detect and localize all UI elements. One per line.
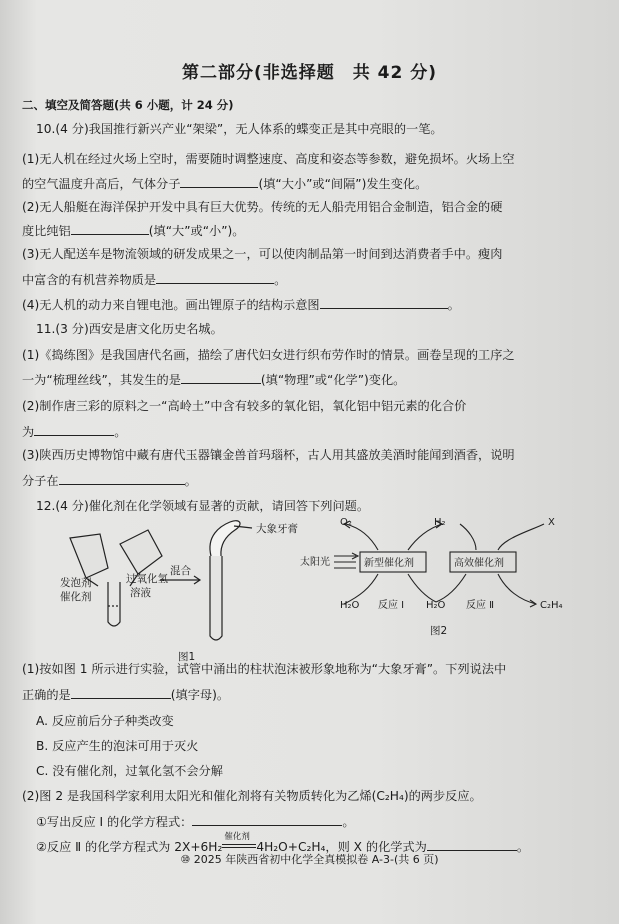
answer-blank[interactable]	[34, 423, 114, 436]
section-heading: 二、填空及简答题(共 6 小题，计 24 分)	[22, 98, 234, 112]
q11-p3-line2	[22, 472, 197, 489]
q11-p3-text-a: 分子在	[22, 474, 59, 488]
q10-p1-text-a: 的空气温度升高后，气体分子	[22, 177, 181, 191]
q10-p4	[22, 296, 460, 313]
option-c: C. 没有催化剂，过氧化氢不会分解	[36, 764, 223, 778]
q12-p1-line1: (1)按如图 1 所示进行实验，试管中涌出的柱状泡沫被形象地称为“大象牙膏”。下列说法中	[22, 662, 507, 676]
fig2-r2: 反应 Ⅱ	[466, 600, 495, 611]
option-a: A. 反应前后分子种类改变	[36, 714, 174, 728]
q10-p1-line1: (1)无人机在经过火场上空时，需要随时调整速度、高度和姿态等参数，避免损坏。火场上空	[22, 152, 515, 166]
equals-line-bottom	[222, 847, 256, 848]
q10-p2-line1: (2)无人船艇在海洋保护开发中具有巨大优势。传统的无人船壳用铝合金制造，铝合金的硬	[22, 200, 503, 214]
test-tube-left-icon	[108, 582, 120, 626]
q10-p3-text-a: 中富含的有机营养物质是	[22, 273, 157, 287]
fig2-r1: 反应 Ⅰ	[378, 600, 405, 611]
q10-p1-line2	[22, 175, 427, 192]
q11-p2-text-b: 。	[114, 425, 127, 439]
q10-p2-line2	[22, 222, 244, 239]
fig2-box2-label: 高效催化剂	[454, 558, 504, 569]
q12-p2: (2)图 2 是我国科学家利用太阳光和催化剂将有关物质转化为乙烯(C₂H₄)的两步反应。	[22, 789, 482, 803]
fig1-label-left-1: 发泡剂	[60, 577, 92, 589]
fig2-box1-label: 新型催化剂	[364, 558, 414, 569]
catalyst-label: 催化剂	[224, 832, 250, 842]
q11-p2-line2	[22, 423, 126, 440]
answer-blank[interactable]	[71, 222, 149, 235]
q10-p3-text-b: 。	[274, 273, 287, 287]
q10-p2-text-a: 度比纯铝	[22, 224, 71, 238]
fig2-h2o-2: H₂O	[426, 600, 446, 611]
q12-p2-2-text-a: ②反应 Ⅱ 的化学方程式为 2X+6H₂	[36, 840, 223, 854]
figure-1	[30, 516, 300, 666]
fig2-o2: O₂	[340, 517, 352, 528]
q12-p1-line2	[22, 686, 229, 703]
answer-blank[interactable]	[180, 175, 258, 188]
fig1-label-foam: 大象牙膏	[256, 523, 298, 535]
q10-p3-line1: (3)无人配送车是物流领域的研发成果之一，可以使肉制品第一时间到达消费者手中。瘦肉	[22, 247, 503, 261]
q12-p2-2-text-c: 。	[516, 840, 530, 854]
option-b: B. 反应产生的泡沫可用于灭火	[36, 739, 199, 753]
q10-p3-line2	[22, 271, 286, 288]
test-tube-right-icon	[210, 556, 222, 640]
beaker-left-icon	[70, 534, 108, 578]
answer-blank[interactable]	[71, 686, 171, 699]
q12-intro: 12.(4 分)催化剂在化学领域有显著的贡献，请回答下列问题。	[36, 499, 370, 513]
fig2-sunlight: 太阳光	[300, 557, 330, 568]
q11-p1-line2	[22, 371, 405, 388]
q10-p4-text-a: (4)无人机的动力来自锂电池。画出锂原子的结构示意图	[22, 298, 320, 312]
answer-blank[interactable]	[320, 296, 448, 309]
beaker-right-icon	[120, 530, 162, 574]
q11-p2-line1: (2)制作唐三彩的原料之一“高岭土”中含有较多的氧化铝，氧化铝中铝元素的化合价	[22, 399, 467, 413]
q11-p3-text-b: 。	[184, 474, 197, 488]
q12-p2-1	[36, 813, 355, 830]
fig1-caption: 图1	[178, 651, 196, 663]
fig2-caption: 图2	[430, 625, 448, 637]
q10-intro: 10.(4 分)我国推行新兴产业“架梁”，无人体系的蝶变正是其中亮眼的一笔。	[36, 122, 443, 136]
fig2-h2: H₂	[434, 517, 446, 528]
q11-intro: 11.(3 分)西安是唐文化历史名城。	[36, 322, 223, 336]
fig1-label-right-1: 过氧化氢	[126, 573, 168, 585]
reaction-condition	[222, 832, 256, 851]
answer-blank[interactable]	[427, 838, 517, 851]
fig1-label-left-2: 催化剂	[60, 591, 92, 603]
figure-2	[300, 512, 600, 652]
q10-p4-text-b: 。	[447, 298, 460, 312]
fig2-x: X	[548, 517, 555, 528]
fig1-label-right-2: 溶液	[130, 587, 151, 599]
answer-blank[interactable]	[192, 813, 342, 826]
page-title: 第二部分(非选择题 共 42 分)	[181, 63, 438, 83]
q12-p2-1-text-b: 。	[342, 815, 355, 829]
q12-p2-2-text-b: 4H₂O+C₂H₄，则 X 的化学式为	[256, 840, 427, 854]
q10-p1-text-b: (填“大小”或“间隔”)发生变化。	[258, 177, 428, 191]
q12-p1-text-a: 正确的是	[22, 688, 71, 702]
q12-p2-1-text-a: ①写出反应 Ⅰ 的化学方程式：	[36, 815, 193, 829]
q11-p2-text-a: 为	[22, 425, 35, 439]
page-footer: ⑩ 2025 年陕西省初中化学全真模拟卷 A-3-(共 6 页)	[180, 853, 439, 866]
answer-blank[interactable]	[181, 371, 261, 384]
fig2-c2h4: C₂H₄	[540, 600, 563, 611]
sunlight-arrows-icon	[334, 556, 356, 568]
q12-p1-text-b: (填字母)。	[170, 688, 230, 702]
q11-p3-line1: (3)陕西历史博物馆中藏有唐代玉器镶金兽首玛瑙杯，古人用其盛放美酒时能闻到酒香，说明	[22, 448, 515, 462]
answer-blank[interactable]	[59, 472, 185, 485]
q10-p2-text-b: (填“大”或“小”)。	[148, 224, 245, 238]
q11-p1-text-b: (填“物理”或“化学”)变化。	[260, 373, 406, 387]
fig1-label-mix: 混合	[170, 565, 191, 577]
answer-blank[interactable]	[156, 271, 274, 284]
q11-p1-text-a: 一为“梳理丝线”，其发生的是	[22, 373, 181, 387]
equals-line-top	[222, 844, 256, 845]
fig2-h2o-1: H₂O	[340, 600, 360, 611]
q11-p1-line1: (1)《捣练图》是我国唐代名画，描绘了唐代妇女进行织布劳作时的情景。画卷呈现的工序之	[22, 348, 515, 362]
